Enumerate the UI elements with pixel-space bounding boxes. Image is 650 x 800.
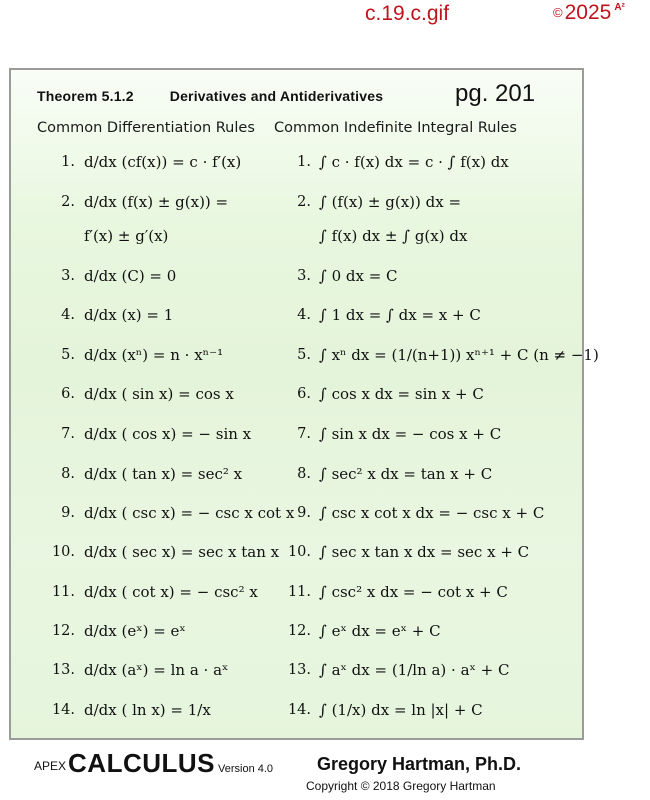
- year-superscript: A²: [614, 2, 625, 13]
- rule-row: [11, 186, 582, 245]
- derivative-rule: d/dx (x) = 1: [84, 306, 174, 324]
- derivative-rule: d/dx ( csc x) = − csc x cot x: [84, 504, 295, 522]
- integral-rule: ∫ (f(x) ± g(x)) dx =: [319, 193, 462, 211]
- apex-calculus-logo: [34, 748, 273, 779]
- integral-rule: ∫ 1 dx = ∫ dx = x + C: [319, 306, 481, 324]
- rule-number-left: 13.: [51, 662, 75, 678]
- rule-number-right: 5.: [297, 347, 311, 363]
- integral-rule: ∫ csc x cot x dx = − csc x + C: [319, 504, 545, 522]
- theorem-title: Derivatives and Antiderivatives: [169, 88, 384, 104]
- rule-number-left: 4.: [61, 307, 75, 323]
- rule-row: [11, 260, 582, 296]
- rule-number-right: 14.: [287, 702, 311, 718]
- rule-number-left: 9.: [61, 505, 75, 521]
- integral-rule-continued: ∫ f(x) dx ± ∫ g(x) dx: [319, 227, 468, 245]
- rule-number-left: 1.: [61, 154, 75, 170]
- integral-rule: ∫ csc² x dx = − cot x + C: [319, 583, 508, 601]
- rule-row: [11, 299, 582, 335]
- rule-row: [11, 536, 582, 572]
- rule-number-right: 11.: [287, 584, 311, 600]
- rule-row: [11, 694, 582, 730]
- integral-rule: ∫ c · f(x) dx = c · ∫ f(x) dx: [319, 153, 509, 171]
- rule-number-right: 8.: [297, 466, 311, 482]
- theorem-card: [9, 68, 599, 740]
- rule-number-right: 10.: [287, 544, 311, 560]
- calculus-text: CALCULUS: [68, 748, 216, 778]
- rule-row: [11, 654, 582, 690]
- page-number: pg. 201: [455, 80, 536, 107]
- rule-row: [11, 576, 582, 612]
- copyright-notice: Copyright © 2018 Gregory Hartman: [306, 779, 496, 793]
- derivative-rule: d/dx (f(x) ± g(x)) =: [84, 193, 229, 211]
- integral-rule: ∫ (1/x) dx = ln |x| + C: [319, 701, 483, 719]
- derivative-rule: d/dx (xⁿ) = n · xⁿ⁻¹: [84, 346, 224, 364]
- derivative-rule: d/dx ( cot x) = − csc² x: [84, 583, 258, 601]
- integral-heading: Common Indefinite Integral Rules: [274, 120, 517, 136]
- integral-rule: ∫ aˣ dx = (1/ln a) · aˣ + C: [319, 661, 510, 679]
- integral-rule: ∫ eˣ dx = eˣ + C: [319, 622, 441, 640]
- rule-number-left: 3.: [61, 268, 75, 284]
- author-name: Gregory Hartman, Ph.D.: [317, 754, 522, 774]
- rule-number-right: 1.: [297, 154, 311, 170]
- derivative-rule: d/dx ( sec x) = sec x tan x: [84, 543, 280, 561]
- rule-number-right: 2.: [297, 194, 311, 210]
- copyright-year: [553, 1, 625, 25]
- integral-rule: ∫ sin x dx = − cos x + C: [319, 425, 502, 443]
- integral-rule: ∫ sec x tan x dx = sec x + C: [319, 543, 530, 561]
- rule-row: [11, 418, 582, 454]
- rule-number-left: 12.: [51, 623, 75, 639]
- rule-number-right: 12.: [287, 623, 311, 639]
- rule-row: [11, 497, 582, 533]
- derivative-rule: d/dx ( ln x) = 1/x: [84, 701, 211, 719]
- rule-number-left: 11.: [51, 584, 75, 600]
- integral-rule: ∫ xⁿ dx = (1/(n+1)) xⁿ⁺¹ + C (n ≠ −1): [319, 346, 599, 364]
- rule-number-right: 4.: [297, 307, 311, 323]
- derivative-rule: d/dx (C) = 0: [84, 267, 177, 285]
- copyright-mark: ©: [553, 5, 563, 20]
- rule-row: [11, 146, 582, 182]
- year-text: 2025: [564, 1, 612, 24]
- derivative-rule: d/dx ( cos x) = − sin x: [84, 425, 252, 443]
- derivative-rule: d/dx (aˣ) = ln a · aˣ: [84, 661, 229, 679]
- version-text: Version 4.0: [218, 763, 274, 775]
- rule-row: [11, 339, 599, 375]
- image-filename: c.19.c.gif: [365, 2, 450, 25]
- rule-number-right: 6.: [297, 386, 311, 402]
- derivative-rule-continued: f′(x) ± g′(x): [84, 227, 169, 245]
- differentiation-heading: Common Differentiation Rules: [37, 120, 255, 136]
- derivative-rule: d/dx ( tan x) = sec² x: [84, 465, 243, 483]
- rule-number-right: 9.: [297, 505, 311, 521]
- apex-text: APEX: [34, 759, 67, 773]
- rule-number-right: 3.: [297, 268, 311, 284]
- theorem-header: [37, 88, 383, 104]
- rule-number-left: 6.: [61, 386, 75, 402]
- rule-number-right: 7.: [297, 426, 311, 442]
- rule-number-left: 7.: [61, 426, 75, 442]
- integral-rule: ∫ 0 dx = C: [319, 267, 398, 285]
- rule-row: [11, 378, 582, 414]
- theorem-number: Theorem 5.1.2: [37, 88, 134, 104]
- rule-number-left: 14.: [51, 702, 75, 718]
- integral-rule: ∫ cos x dx = sin x + C: [319, 385, 484, 403]
- derivative-rule: d/dx (cf(x)) = c · f′(x): [84, 153, 242, 171]
- rule-number-left: 2.: [61, 194, 75, 210]
- derivative-rule: d/dx ( sin x) = cos x: [84, 385, 234, 403]
- integral-rule: ∫ sec² x dx = tan x + C: [319, 465, 493, 483]
- derivative-rule: d/dx (eˣ) = eˣ: [84, 622, 186, 640]
- rule-number-left: 10.: [51, 544, 75, 560]
- rule-row: [11, 615, 582, 651]
- rule-number-right: 13.: [287, 662, 311, 678]
- rule-row: [11, 458, 582, 494]
- rule-number-left: 8.: [61, 466, 75, 482]
- rule-number-left: 5.: [61, 347, 75, 363]
